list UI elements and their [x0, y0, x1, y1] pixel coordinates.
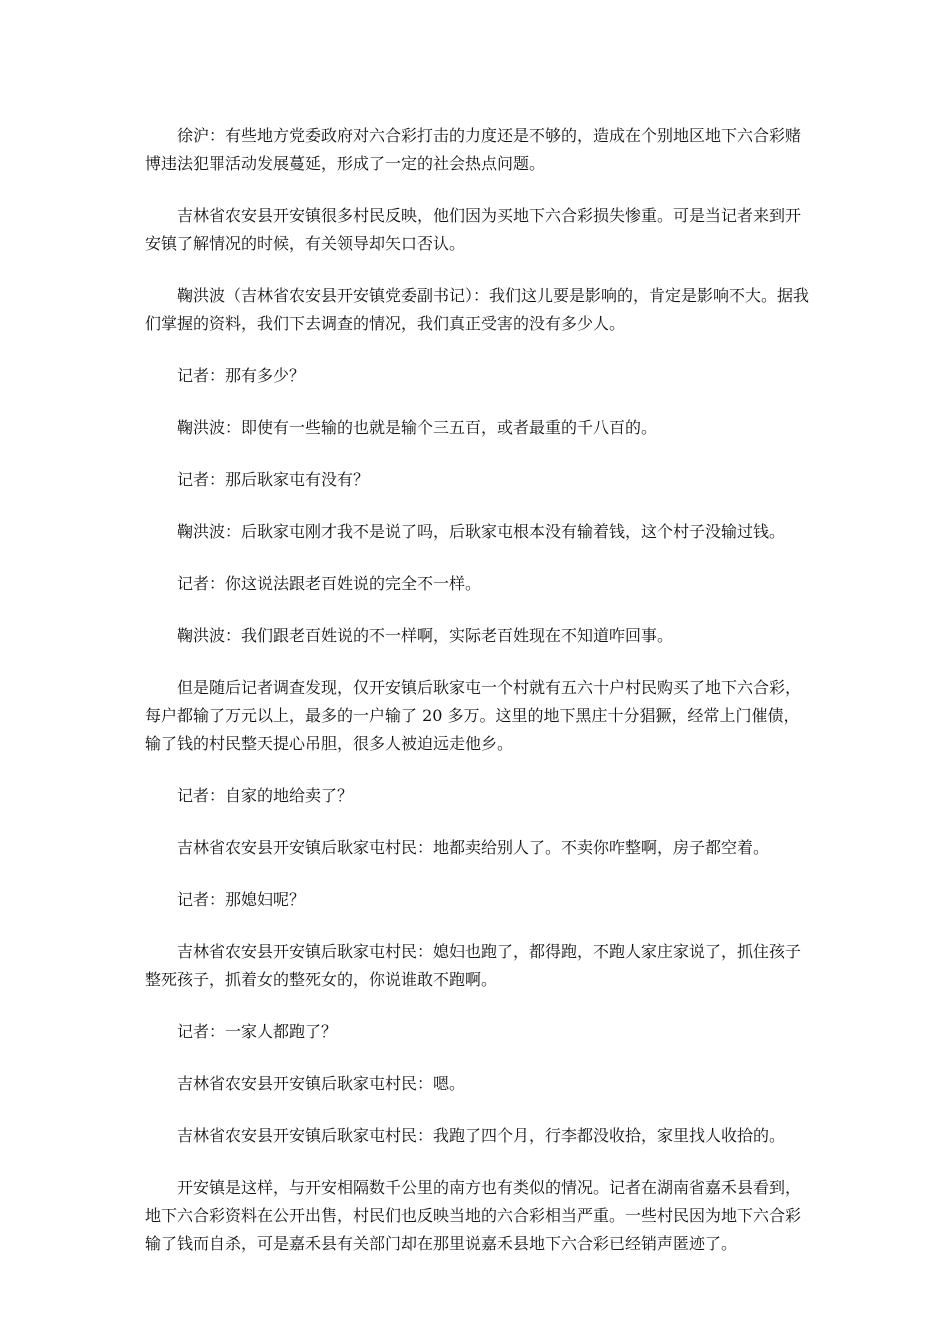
- document-body: [145, 122, 810, 1282]
- paragraph-10: 但是随后记者调查发现，仅开安镇后耿家屯一个村就有五六十户村民购买了地下六合彩，每户都输了万元以上，最多的一户输了 20 多万。这里的地下黑庄十分猖獗，经常上门催债，输了钱的村民整天提心吊胆，很多人被迫远走他乡。: [145, 678, 802, 753]
- paragraph-9: 鞠洪波：我们跟老百姓说的不一样啊，实际老百姓现在不知道咋回事。: [177, 626, 674, 645]
- paragraph-4: 记者：那有多少？: [177, 366, 306, 385]
- paragraph-17: 吉林省农安县开安镇后耿家屯村民：我跑了四个月，行李都没收拾，家里找人收拾的。: [177, 1126, 786, 1145]
- paragraph-6: 记者：那后耿家屯有没有？: [177, 470, 370, 489]
- paragraph-1: 徐沪：有些地方党委政府对六合彩打击的力度还是不够的，造成在个别地区地下六合彩赌博违法犯罪活动发展蔓延，形成了一定的社会热点问题。: [145, 126, 802, 173]
- paragraph-14: 吉林省农安县开安镇后耿家屯村民：媳妇也跑了，都得跑，不跑人家庄家说了，抓住孩子整死孩子，抓着女的整死女的，你说谁敢不跑啊。: [145, 942, 802, 989]
- paragraph-3: 鞠洪波（吉林省农安县开安镇党委副书记）：我们这儿要是影响的，肯定是影响不大。据我们掌握的资料，我们下去调查的情况，我们真正受害的没有多少人。: [145, 286, 810, 333]
- paragraph-8: 记者：你这说法跟老百姓说的完全不一样。: [177, 574, 482, 593]
- paragraph-5: 鞠洪波：即使有一些输的也就是输个三五百，或者最重的千八百的。: [177, 418, 658, 437]
- paragraph-16: 吉林省农安县开安镇后耿家屯村民：嗯。: [177, 1074, 466, 1093]
- paragraph-13: 记者：那媳妇呢？: [177, 890, 306, 909]
- paragraph-11: 记者：自家的地给卖了？: [177, 786, 354, 805]
- paragraph-15: 记者：一家人都跑了？: [177, 1022, 338, 1041]
- paragraph-18: 开安镇是这样，与开安相隔数千公里的南方也有类似的情况。记者在湖南省嘉禾县看到，地下六合彩资料在公开出售，村民们也反映当地的六合彩相当严重。一些村民因为地下六合彩输了钱而自杀，可是嘉禾县有关部门却在那里说嘉禾县地下六合彩已经销声匿迹了。: [145, 1178, 802, 1253]
- paragraph-12: 吉林省农安县开安镇后耿家屯村民：地都卖给别人了。不卖你咋整啊，房子都空着。: [177, 838, 770, 857]
- paragraph-2: 吉林省农安县开安镇很多村民反映，他们因为买地下六合彩损失惨重。可是当记者来到开安镇了解情况的时候，有关领导却矢口否认。: [145, 206, 802, 253]
- paragraph-7: 鞠洪波：后耿家屯刚才我不是说了吗，后耿家屯根本没有输着钱，这个村子没输过钱。: [177, 522, 786, 541]
